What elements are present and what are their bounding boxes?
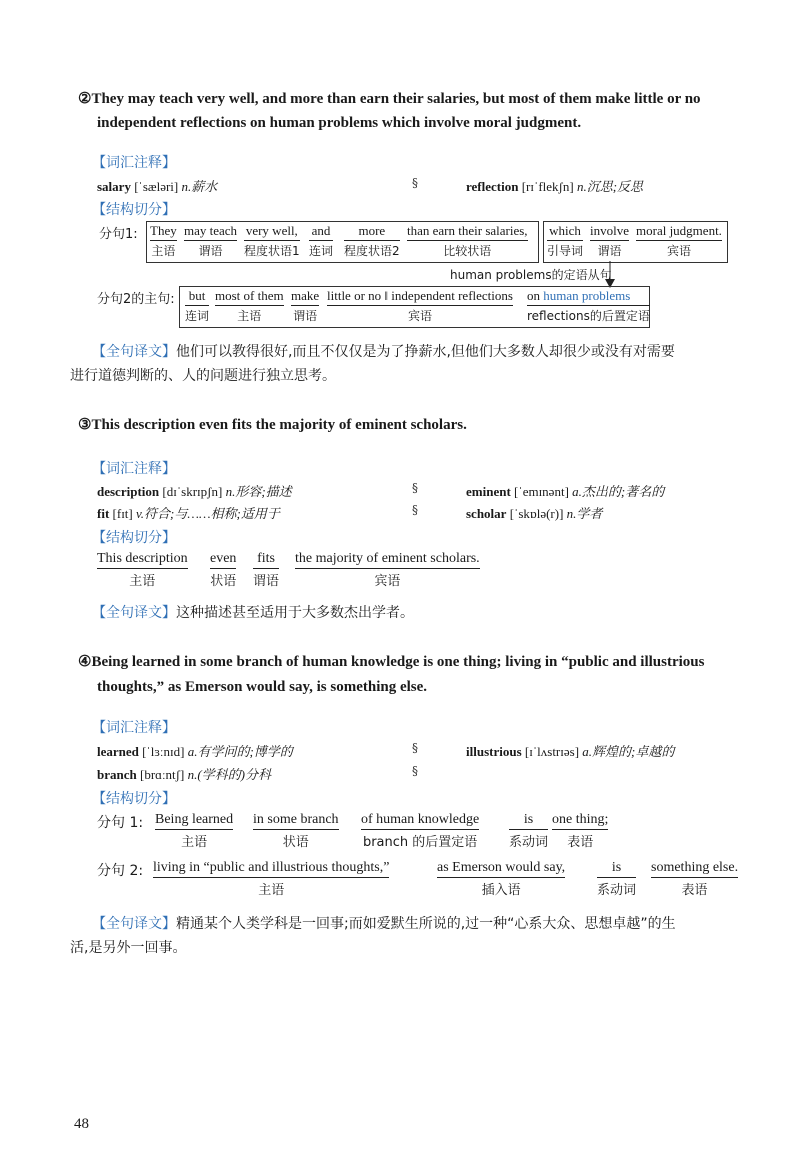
segment: even 状语 <box>210 551 237 589</box>
divider-mark: § <box>412 764 418 778</box>
segment: may teach 谓语 <box>184 223 238 258</box>
struct-tag: 【结构切分】 <box>92 791 176 807</box>
translation-tag: 【全句译文】 <box>92 344 176 360</box>
sentence-2-line1 <box>78 87 701 111</box>
translation-line1: 【全句译文】这种描述甚至适用于大多数杰出学者。 <box>92 605 414 621</box>
segment: the majority of eminent scholars. 宾语 <box>295 551 480 589</box>
segment: very well, 程度状语1 <box>244 223 300 258</box>
segment: and 连词 <box>309 223 334 258</box>
clause-label: 分句 2: <box>97 863 144 879</box>
sentence-number: ④ <box>78 654 92 670</box>
linked-phrase: human problems <box>543 288 631 303</box>
vocab-entry: illustrious [ɪˈlʌstrɪəs] a.辉煌的;卓越的 <box>466 744 675 759</box>
vocab-entry: branch [brɑːntʃ] n.(学科的)分科 <box>97 767 271 782</box>
struct-tag: 【结构切分】 <box>92 202 176 218</box>
segment: This description 主语 <box>97 551 188 589</box>
sentence-4-line2: thoughts,” as Emerson would say, is something else. <box>97 679 428 695</box>
translation-tag: 【全句译文】 <box>92 605 176 621</box>
segment: but 连词 <box>185 288 210 323</box>
relative-clause-note: human problems的定语从句 <box>450 268 612 282</box>
sentence-text: Being learned in some branch of human knowledge is one thing; living in “public and illustrious <box>91 654 705 670</box>
segment: make 谓语 <box>291 288 320 323</box>
struct-tag: 【结构切分】 <box>92 530 176 546</box>
segment: involve 谓语 <box>590 223 629 258</box>
segment: Being learned 主语 <box>155 812 234 850</box>
segment: one thing; 表语 <box>552 812 609 850</box>
segment: They 主语 <box>150 223 177 258</box>
sentence-3-line1 <box>78 413 467 437</box>
vocab-entry: fit [fɪt] v.符合;与……相称;适用于 <box>97 506 280 521</box>
vocab-entry: learned [ˈlɜːnɪd] a.有学问的;博学的 <box>97 744 293 759</box>
translation-line2: 活,是另外一回事。 <box>70 940 187 956</box>
sentence-2-line2: independent reflections on human problems which involve moral judgment. <box>97 115 582 131</box>
divider-mark: § <box>412 741 418 755</box>
vocab-entry: salary [ˈsæləri] n.薪水 <box>97 179 218 194</box>
vocab-entry: eminent [ˈemɪnənt] a.杰出的;著名的 <box>466 484 665 499</box>
segment: fits 谓语 <box>253 551 280 589</box>
segment: in some branch 状语 <box>253 812 339 850</box>
segment: on human problems reflections的后置定语 <box>527 288 650 323</box>
translation-line2: 进行道德判断的、人的问题进行独立思考。 <box>70 368 336 384</box>
segment: than earn their salaries, 比较状语 <box>407 223 528 258</box>
segment: more 程度状语2 <box>344 223 400 258</box>
segment: little or no ‖ independent reflections 宾语 <box>327 288 513 323</box>
vocab-tag: 【词汇注释】 <box>92 461 176 477</box>
vocab-tag: 【词汇注释】 <box>92 155 176 171</box>
sentence-4-line1 <box>78 650 705 674</box>
segment: is 系动词 <box>597 860 637 898</box>
segment: of human knowledge branch 的后置定语 <box>361 812 480 850</box>
page-number: 48 <box>74 1116 89 1132</box>
sentence-text: They may teach very well, and more than earn their salaries, but most of them make little or no <box>91 91 701 107</box>
segment: moral judgment. 宾语 <box>636 223 722 258</box>
vocab-entry: scholar [ˈskɒlə(r)] n.学者 <box>466 506 603 521</box>
sentence-text: This description even fits the majority of eminent scholars. <box>91 417 467 433</box>
segment: is 系动词 <box>509 812 549 850</box>
clause-label: 分句1: <box>99 227 138 242</box>
vocab-entry: description [dɪˈskrɪpʃn] n.形容;描述 <box>97 484 292 499</box>
translation-line1: 【全句译文】精通某个人类学科是一回事;而如爱默生所说的,过一种“心系大众、思想卓越”的生 <box>92 916 676 932</box>
segment: something else. 表语 <box>651 860 739 898</box>
segment: which 引导词 <box>547 223 584 258</box>
translation-tag: 【全句译文】 <box>92 916 176 932</box>
segment: living in “public and illustrious thoughts,” 主语 <box>153 860 390 898</box>
clause-label: 分句 1: <box>97 815 144 831</box>
translation-line1: 【全句译文】他们可以教得很好,而且不仅仅是为了挣薪水,但他们大多数人却很少或没有对需要 <box>92 344 675 360</box>
segment: as Emerson would say, 插入语 <box>437 860 566 898</box>
vocab-tag: 【词汇注释】 <box>92 720 176 736</box>
sentence-number: ③ <box>78 417 92 433</box>
clause-label: 分句2的主句: <box>97 292 175 307</box>
divider-mark: § <box>412 176 418 190</box>
vocab-entry: reflection [rɪˈflekʃn] n.沉思;反思 <box>466 179 644 194</box>
divider-mark: § <box>412 503 418 517</box>
segment: most of them 主语 <box>215 288 284 323</box>
divider-mark: § <box>412 481 418 495</box>
sentence-number: ② <box>78 91 92 107</box>
